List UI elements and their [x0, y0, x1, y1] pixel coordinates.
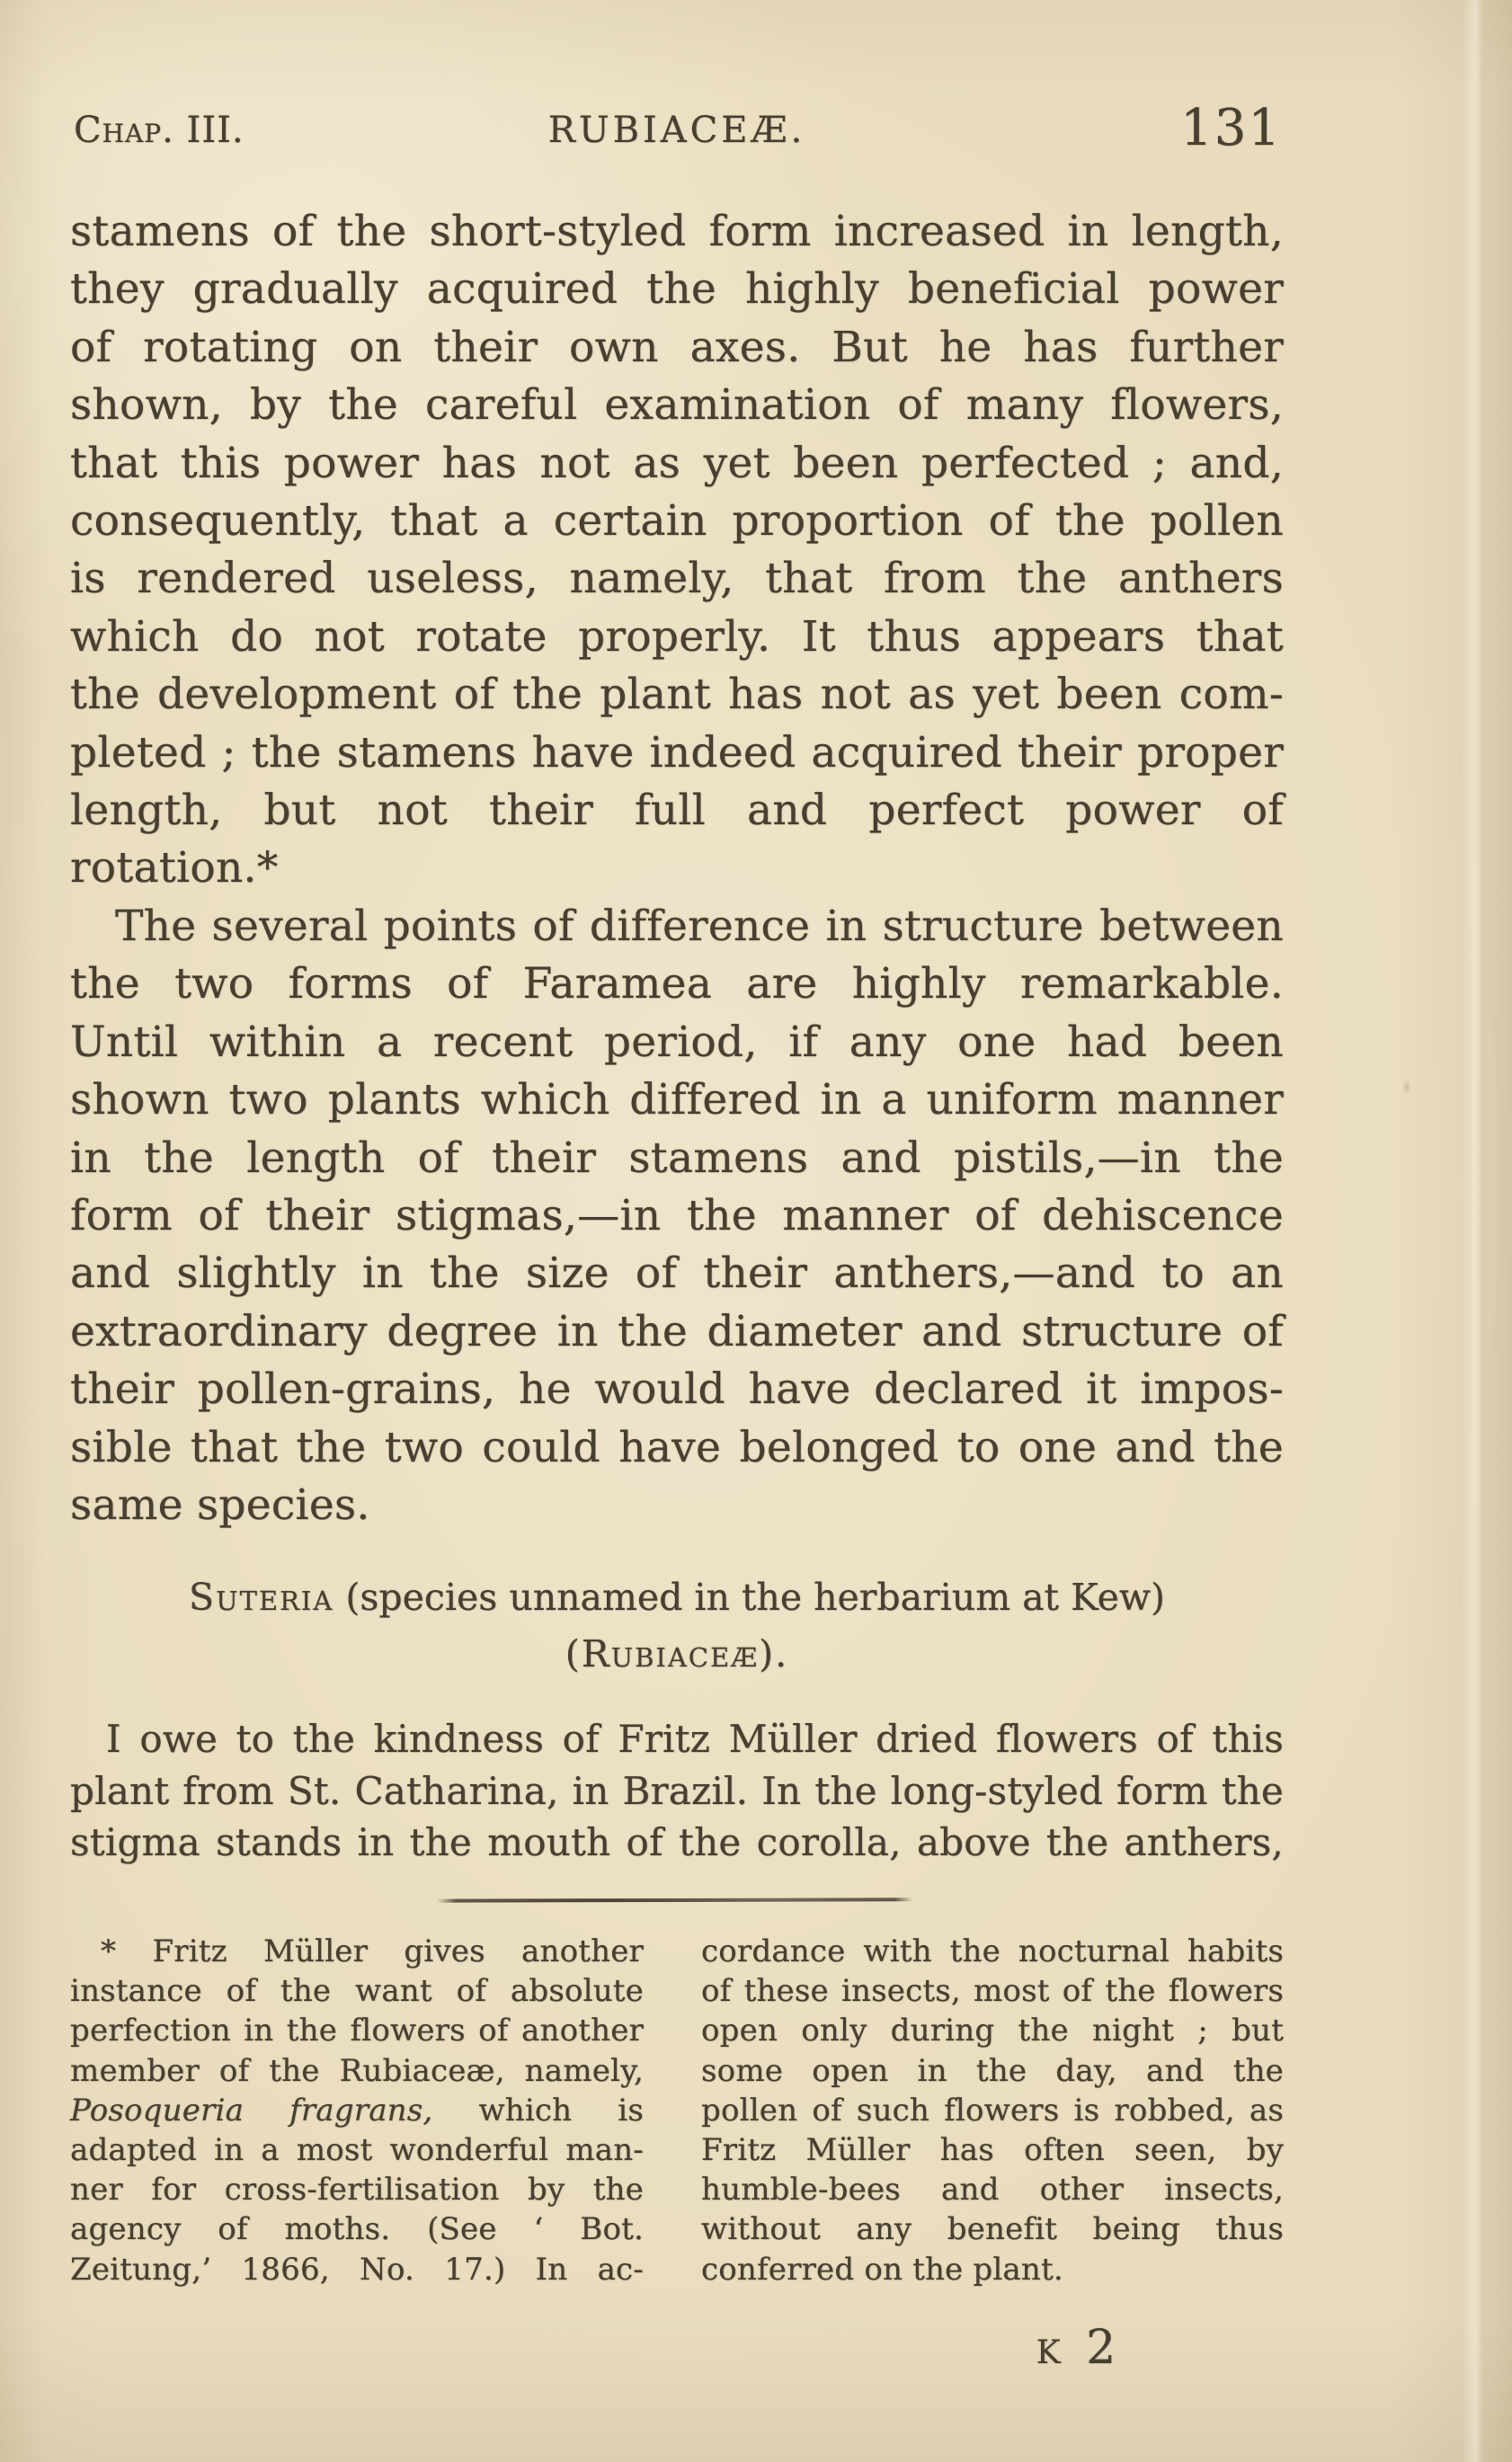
footnote-line: some open in the day, and the — [701, 2052, 1284, 2089]
body-line: extraordinary degree in the diameter and structure of — [70, 1306, 1284, 1356]
footnote-line — [70, 2091, 644, 2130]
body-line: The several points of difference in structure between — [115, 901, 1284, 951]
footnote-line-rest: which is — [432, 2092, 644, 2129]
scan-speck — [1402, 1079, 1411, 1095]
footnote-line: instance of the want of absolute — [70, 1973, 644, 2010]
section-line: plant from St. Catharina, in Brazil. In the long-styled form the — [70, 1768, 1284, 1813]
footnote-line: without any benefit being thus — [701, 2211, 1284, 2248]
footnote-line: ner for cross-fertilisation by the — [70, 2172, 644, 2209]
body-line: sible that the two could have belonged to one and the — [70, 1422, 1284, 1472]
main-text — [70, 203, 1284, 1534]
signature-mark: k 2 — [1036, 2321, 1122, 2375]
body-line: of rotating on their own axes. But he has further — [70, 322, 1284, 372]
body-line: consequently, that a certain proportion of the pollen — [70, 496, 1284, 547]
section-heading-line1 — [70, 1575, 1284, 1620]
page-number: 131 — [1180, 99, 1282, 157]
body-line: shown, by the careful examination of many flowers, — [70, 380, 1284, 431]
footnote-line: member of the Rubiaceæ, namely, — [70, 2052, 644, 2089]
body-line: stamens of the short-styled form increased in length, — [70, 207, 1284, 256]
body-line: shown two plants which differed in a uniform manner — [70, 1075, 1284, 1125]
body-line: the two forms of Faramea are highly remarkable. — [70, 959, 1284, 1009]
section-heading-line2: (Rubiaceæ). — [565, 1632, 789, 1675]
footnote-left-column — [70, 1932, 644, 2289]
scan-crease — [1462, 0, 1489, 2462]
footnote-line: Zeitung,’ 1866, No. 17.) In ac- — [70, 2251, 644, 2288]
body-line: their pollen-grains, he would have declared it impos- — [70, 1364, 1284, 1415]
body-line: is rendered useless, namely, that from the anthers — [70, 554, 1284, 604]
body-line: in the length of their stamens and pistils,—in the — [70, 1133, 1284, 1183]
body-line: that this power has not as yet been perfected ; and, — [70, 438, 1284, 488]
section-line: I owe to the kindness of Fritz Müller dried flowers of this — [106, 1717, 1284, 1761]
body-line: and slightly in the size of their anthers,—and to an — [70, 1249, 1284, 1299]
body-line: the development of the plant has not as yet been com- — [70, 670, 1284, 720]
footnote-line: agency of moths. (See ‘ Bot. — [70, 2211, 644, 2248]
page-content — [70, 0, 1284, 2462]
footnote-line: of these insects, most of the flowers — [701, 1973, 1284, 2010]
body-line: which do not rotate properly. It thus appears that — [70, 611, 1284, 662]
running-title: RUBIACEÆ. — [547, 110, 806, 151]
footnote-line: perfection in the flowers of another — [70, 2013, 644, 2049]
running-head — [70, 0, 1284, 171]
footnote-line: humble-bees and other insects, — [701, 2172, 1284, 2209]
footnote-right-column — [701, 1932, 1284, 2289]
species-name: Suteria — [189, 1576, 334, 1619]
footnote-line: Fritz Müller has often seen, by — [701, 2132, 1284, 2169]
footnote-line: cordance with the nocturnal habits — [701, 1933, 1284, 1969]
body-line: pleted ; the stamens have indeed acquired their proper — [70, 727, 1284, 778]
footnote-line: * Fritz Müller gives another — [101, 1933, 644, 1969]
species-italic: Posoqueria fragrans, — [70, 2092, 433, 2129]
section-heading — [70, 1575, 1284, 1676]
body-line: length, but not their full and perfect power of rotation.* — [70, 786, 1284, 893]
section-line: stigma stands in the mouth of the corolla, above the anthers, — [70, 1820, 1284, 1864]
footnote-line: open only during the night ; but — [701, 2013, 1284, 2049]
footnote-line: pollen of such flowers is robbed, as — [701, 2092, 1284, 2129]
chapter-label: Chap. III. — [74, 110, 245, 151]
section-paragraph — [70, 1713, 1284, 1869]
footnote-rule — [437, 1898, 913, 1902]
body-line: Until within a recent period, if any one had been — [70, 1017, 1284, 1067]
body-line: same species. — [70, 1480, 370, 1530]
footnote — [70, 1932, 1284, 2327]
footnote-line: adapted in a most wonderful man- — [70, 2132, 644, 2169]
body-line: form of their stigmas,—in the manner of dehiscence — [70, 1190, 1284, 1240]
footnote-line: conferred on the plant. — [701, 2251, 1063, 2288]
body-line: they gradually acquired the highly beneficial power — [70, 264, 1284, 315]
species-name-note: (species unnamed in the herbarium at Kew) — [334, 1576, 1165, 1619]
